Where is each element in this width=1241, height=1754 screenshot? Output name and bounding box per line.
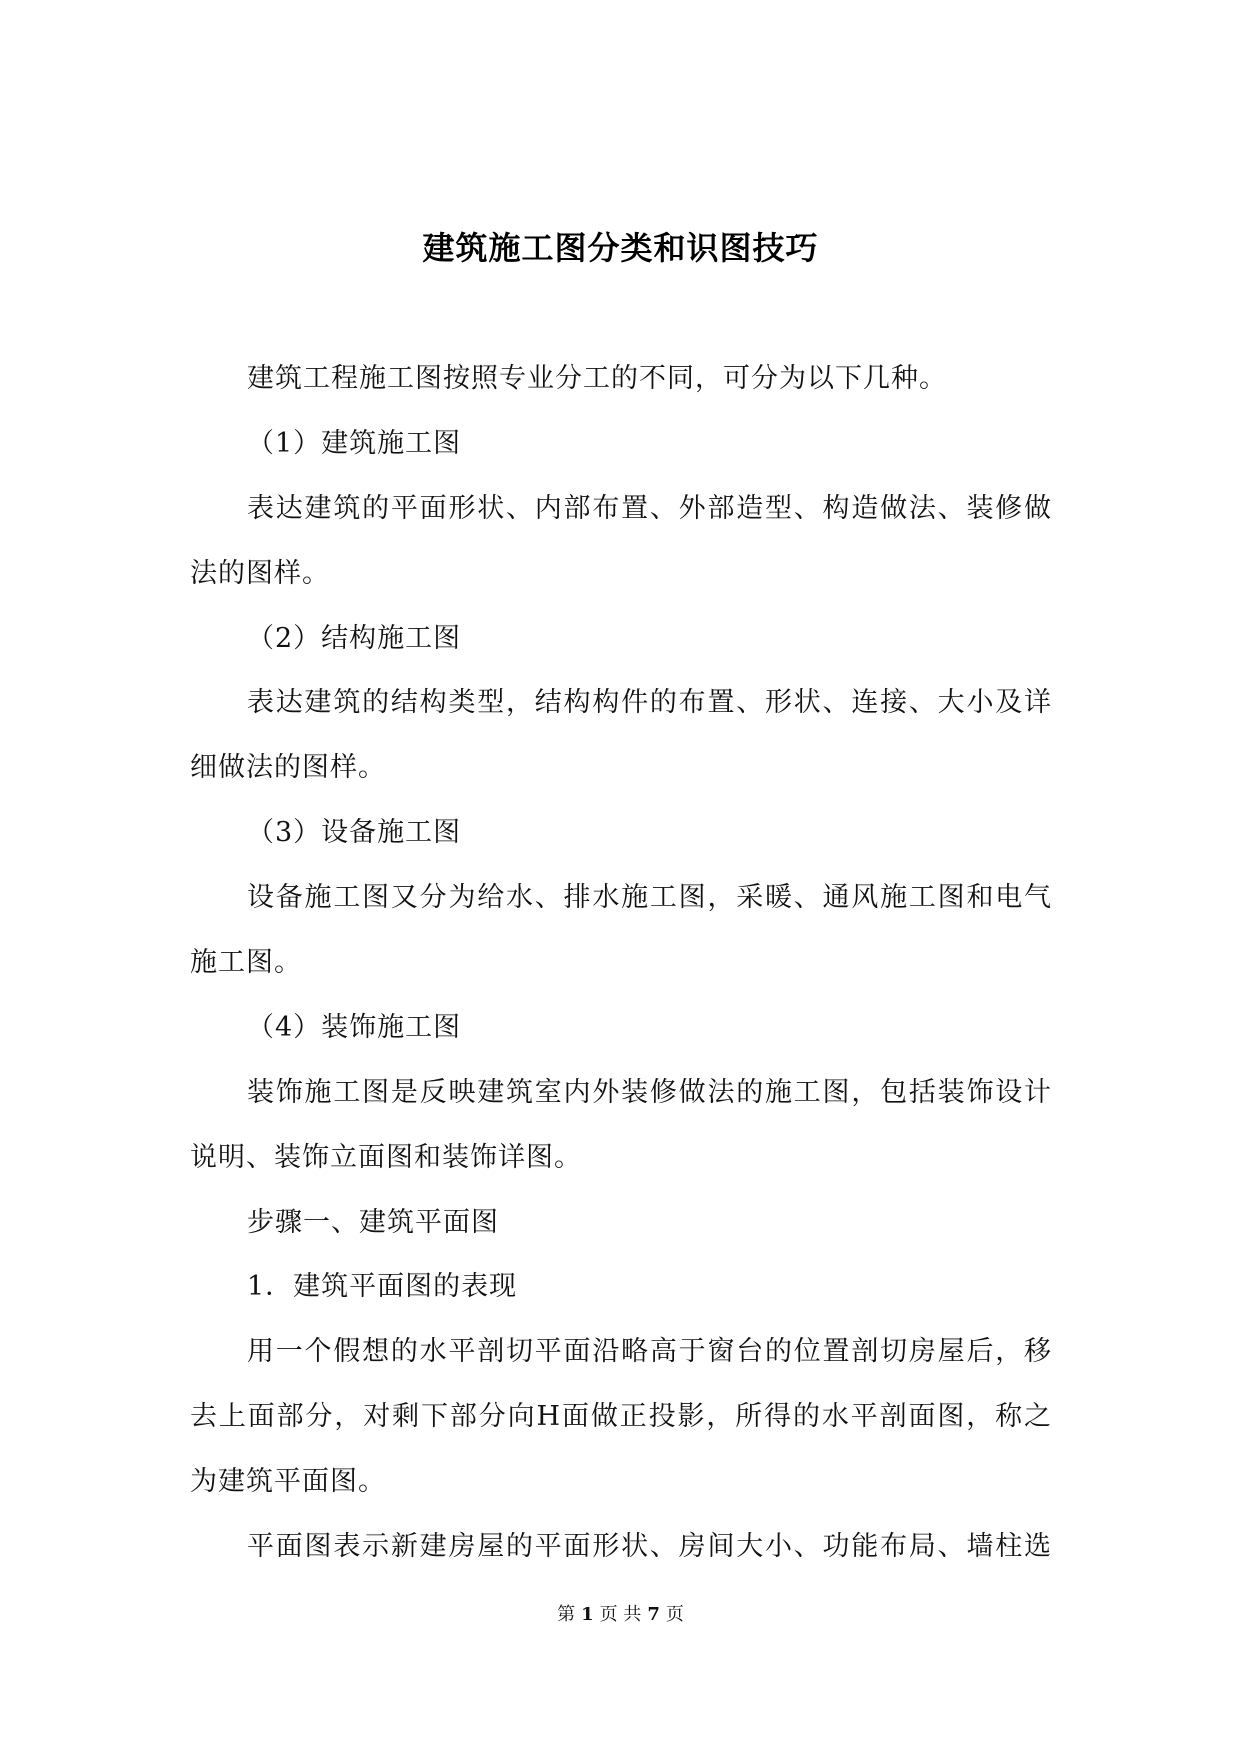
text-line: 为建筑平面图。: [190, 1466, 386, 1498]
subsection-heading: [190, 1255, 1052, 1320]
page-suffix: 页: [665, 1604, 684, 1625]
text-line: 表达建筑的平面形状、内部布置、外部造型、构造做法、装修做: [247, 492, 1052, 524]
paragraph: [190, 671, 1052, 801]
total-pages-number: 7: [647, 1604, 660, 1625]
page-middle: 页 共: [599, 1604, 642, 1625]
text-line: （4）装饰施工图: [247, 1011, 462, 1043]
paragraph: [190, 1515, 1052, 1580]
text-line: 平面图表示新建房屋的平面形状、房间大小、功能布局、墙柱选: [247, 1531, 1052, 1563]
text-line: 细做法的图样。: [190, 752, 386, 784]
step-heading: [190, 1191, 1052, 1256]
paragraph: [190, 477, 1052, 607]
page-footer: [0, 1602, 1241, 1628]
section-heading: [190, 801, 1052, 866]
paragraph: [190, 347, 1052, 412]
paragraph: [190, 866, 1052, 996]
current-page-number: 1: [581, 1604, 594, 1625]
text-line: 设备施工图又分为给水、排水施工图，采暖、通风施工图和电气: [247, 882, 1052, 914]
text-line: （1）建筑施工图: [247, 427, 462, 459]
text-line: 1．建筑平面图的表现: [247, 1271, 518, 1303]
text-line: （2）结构施工图: [247, 622, 462, 654]
text-line: （3）设备施工图: [247, 817, 462, 849]
text-line: 法的图样。: [190, 557, 330, 589]
section-heading: [190, 607, 1052, 672]
text-line: 去上面部分，对剩下部分向H面做正投影，所得的水平剖面图，称之: [190, 1401, 1052, 1433]
text-line: 用一个假想的水平剖切平面沿略高于窗台的位置剖切房屋后，移: [247, 1336, 1052, 1368]
text-line: 说明、装饰立面图和装饰详图。: [190, 1141, 582, 1173]
text-line: 装饰施工图是反映建筑室内外装修做法的施工图，包括装饰设计: [247, 1076, 1052, 1108]
document-title: 建筑施工图分类和识图技巧: [422, 229, 819, 267]
text-line: 施工图。: [190, 947, 302, 979]
document-body: [190, 347, 1052, 1580]
page-prefix: 第: [557, 1604, 576, 1625]
text-line: 建筑工程施工图按照专业分工的不同，可分为以下几种。: [247, 363, 947, 394]
section-heading: [190, 996, 1052, 1061]
text-line: 步骤一、建筑平面图: [247, 1206, 499, 1238]
paragraph: [190, 1061, 1052, 1191]
section-heading: [190, 412, 1052, 477]
paragraph: [190, 1320, 1052, 1515]
text-line: 表达建筑的结构类型，结构构件的布置、形状、连接、大小及详: [247, 687, 1052, 719]
